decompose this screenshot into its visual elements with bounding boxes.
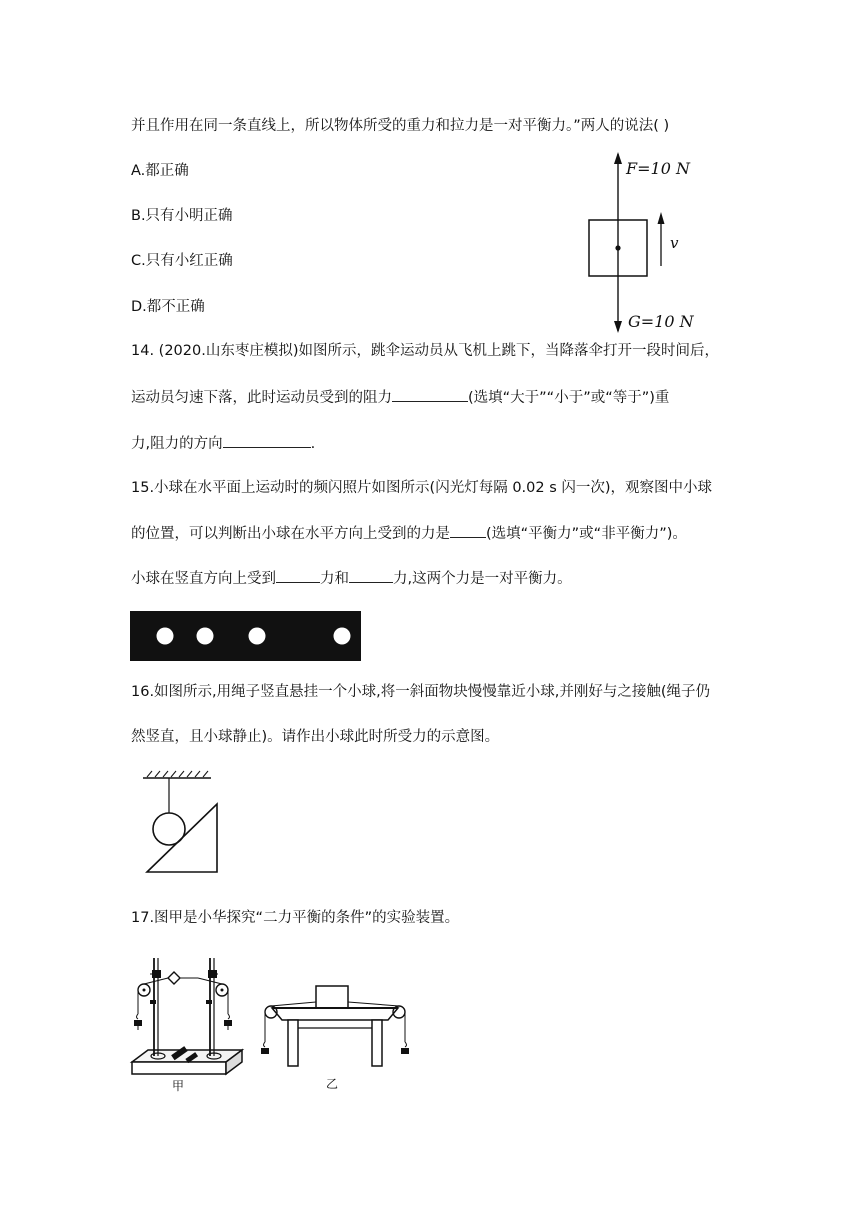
q13-option-c: C.只有小红正确 — [131, 253, 233, 269]
q15-answer-blank-1[interactable] — [450, 523, 486, 538]
q17-apparatus-jia — [128, 950, 248, 1095]
q17-line1: 17.图甲是小华探究“二力平衡的条件”的实验装置。 — [131, 910, 460, 926]
q16-line2: 然竖直，且小球静止)。请作出小球此时所受力的示意图。 — [131, 729, 500, 745]
q14-answer-blank-1[interactable] — [392, 387, 468, 402]
g-label: G=10 N — [628, 312, 694, 331]
q16-line1: 16.如图所示,用绳子竖直悬挂一个小球,将一斜面物块慢慢靠近小球,并刚好与之接触(绳子仍 — [131, 684, 711, 700]
q14-line1: 14. (2020.山东枣庄模拟)如图所示，跳伞运动员从飞机上跳下，当降落伞打开一段时间后， — [131, 343, 719, 359]
q13-stem-tail: 并且作用在同一条直线上，所以物体所受的重力和拉力是一对平衡力。”两人的说法( ) — [131, 118, 670, 134]
q15-text-c: 小球在竖直方向上受到 — [131, 571, 276, 587]
q15-line2 — [131, 523, 687, 544]
label-yi: 乙 — [326, 1077, 339, 1091]
ball-position-2 — [197, 628, 214, 645]
q15-answer-blank-3[interactable] — [349, 568, 393, 583]
q15-line3 — [131, 568, 572, 589]
q13-option-b: B.只有小明正确 — [131, 208, 233, 224]
q14-text-a: 运动员匀速下落，此时运动员受到的阻力 — [131, 390, 392, 406]
q17-apparatus-yi — [258, 984, 413, 1094]
q16-hanging-ball-figure — [135, 768, 225, 880]
f-label: F=10 N — [626, 159, 690, 178]
q13-force-diagram — [570, 148, 705, 338]
q14-text-b: (选填“大于”“小于”或“等于”)重 — [468, 390, 670, 406]
q13-option-d: D.都不正确 — [131, 299, 205, 315]
q13-option-a: A.都正确 — [131, 163, 189, 179]
label-jia: 甲 — [172, 1079, 185, 1093]
q14-answer-blank-2[interactable] — [223, 433, 311, 448]
q14-text-d: . — [310, 436, 316, 452]
q15-line1: 15.小球在水平面上运动时的频闪照片如图所示(闪光灯每隔 0.02 s 闪一次)，观察图中小球 — [131, 480, 713, 496]
ball-position-1 — [157, 628, 174, 645]
ball-position-4 — [334, 628, 351, 645]
q14-line2 — [131, 387, 669, 408]
q15-strobe-photo — [130, 611, 361, 661]
q14-text-c: 力,阻力的方向 — [131, 436, 223, 452]
q14-line3 — [131, 433, 315, 454]
q15-answer-blank-2[interactable] — [276, 568, 320, 583]
q15-text-a: 的位置，可以判断出小球在水平方向上受到的力是 — [131, 526, 450, 542]
v-label: v — [670, 234, 679, 252]
q15-text-e: 力,这两个力是一对平衡力。 — [393, 571, 572, 587]
ball-position-3 — [249, 628, 266, 645]
q15-text-b: (选填“平衡力”或“非平衡力”)。 — [486, 526, 687, 542]
q15-text-d: 力和 — [320, 571, 349, 587]
